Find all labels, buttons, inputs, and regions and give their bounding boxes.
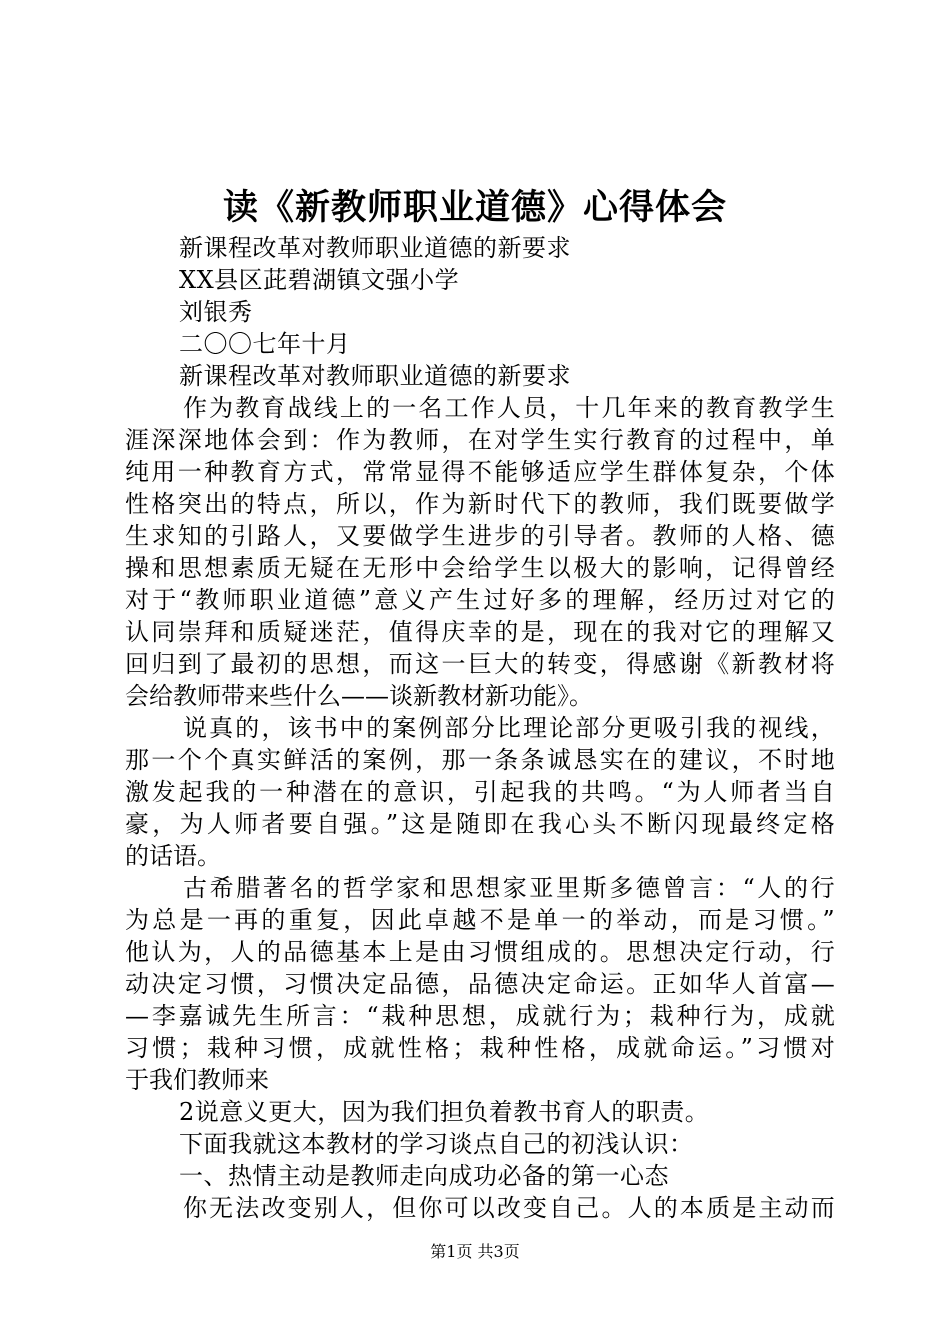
author-line: 刘银秀 xyxy=(179,298,253,326)
paragraph-1 xyxy=(125,392,835,712)
text-line: 2说意义更大，因为我们担负着教书育人的职责。 xyxy=(179,1098,710,1126)
text-line: 你无法改变别人，但你可以改变自己。人的本质是主动而 xyxy=(183,1194,835,1222)
text-line: 涯深深地体会到：作为教师，在对学生实行教育的过程中，单 xyxy=(125,426,835,454)
text-line: —李嘉诚先生所言：“栽种思想，成就行为；栽种行为，成就 xyxy=(125,1002,835,1030)
section-heading: 新课程改革对教师职业道德的新要求 xyxy=(179,362,571,390)
text-line: 会给教师带来些什么——谈新教材新功能》。 xyxy=(125,682,593,710)
text-line: 的话语。 xyxy=(125,842,221,870)
document-title: 读《新教师职业道德》心得体会 xyxy=(222,187,727,228)
text-line: 习惯；栽种习惯，成就性格；栽种性格，成就命运。”习惯对 xyxy=(125,1034,835,1062)
text-line: 为总是一再的重复，因此卓越不是单一的举动，而是习惯。” xyxy=(125,906,835,934)
text-line: 激发起我的一种潜在的意识，引起我的共鸣。“为人师者当自 xyxy=(125,778,835,806)
text-line: 对于“教师职业道德”意义产生过好多的理解，经历过对它的 xyxy=(125,586,835,614)
text-line: 作为教育战线上的一名工作人员，十几年来的教育教学生 xyxy=(183,394,835,422)
text-line: 于我们教师来 xyxy=(125,1066,269,1094)
heading-line: 一、热情主动是教师走向成功必备的第一心态 xyxy=(179,1162,669,1190)
text-line: 性格突出的特点，所以，作为新时代下的教师，我们既要做学 xyxy=(125,490,835,518)
text-line: 说真的，该书中的案例部分比理论部分更吸引我的视线， xyxy=(183,714,835,742)
text-line: 那一个个真实鲜活的案例，那一条条诚恳实在的建议，不时地 xyxy=(125,746,835,774)
text-line: 豪，为人师者要自强。”这是随即在我心头不断闪现最终定格 xyxy=(125,810,835,838)
text-line: 他认为，人的品德基本上是由习惯组成的。思想决定行动，行 xyxy=(125,938,835,966)
text-line: 下面我就这本教材的学习谈点自己的初浅认识： xyxy=(179,1130,694,1158)
text-line: 纯用一种教育方式，常常显得不能够适应学生群体复杂，个体 xyxy=(125,458,835,486)
page-indicator: 第1页 共3页 xyxy=(430,1242,520,1261)
text-line: 古希腊著名的哲学家和思想家亚里斯多德曾言：“人的行 xyxy=(183,874,835,902)
text-line: 认同崇拜和质疑迷茫，值得庆幸的是，现在的我对它的理解又 xyxy=(125,618,835,646)
closing-lines xyxy=(125,1096,835,1224)
text-line: 动决定习惯，习惯决定品德，品德决定命运。正如华人首富— xyxy=(125,970,835,998)
paragraph-3 xyxy=(125,872,835,1096)
subtitle-line: 新课程改革对教师职业道德的新要求 xyxy=(179,234,571,262)
text-line: 生求知的引路人，又要做学生进步的引导者。教师的人格、德 xyxy=(125,522,835,550)
text-line: 回归到了最初的思想，而这一巨大的转变，得感谢《新教材将 xyxy=(125,650,835,678)
document-body xyxy=(125,232,835,1224)
date-line: 二〇〇七年十月 xyxy=(179,330,351,358)
school-line: XX县区茈碧湖镇文强小学 xyxy=(179,266,460,294)
paragraph-2 xyxy=(125,712,835,872)
text-line: 操和思想素质无疑在无形中会给学生以极大的影响，记得曾经 xyxy=(125,554,835,582)
